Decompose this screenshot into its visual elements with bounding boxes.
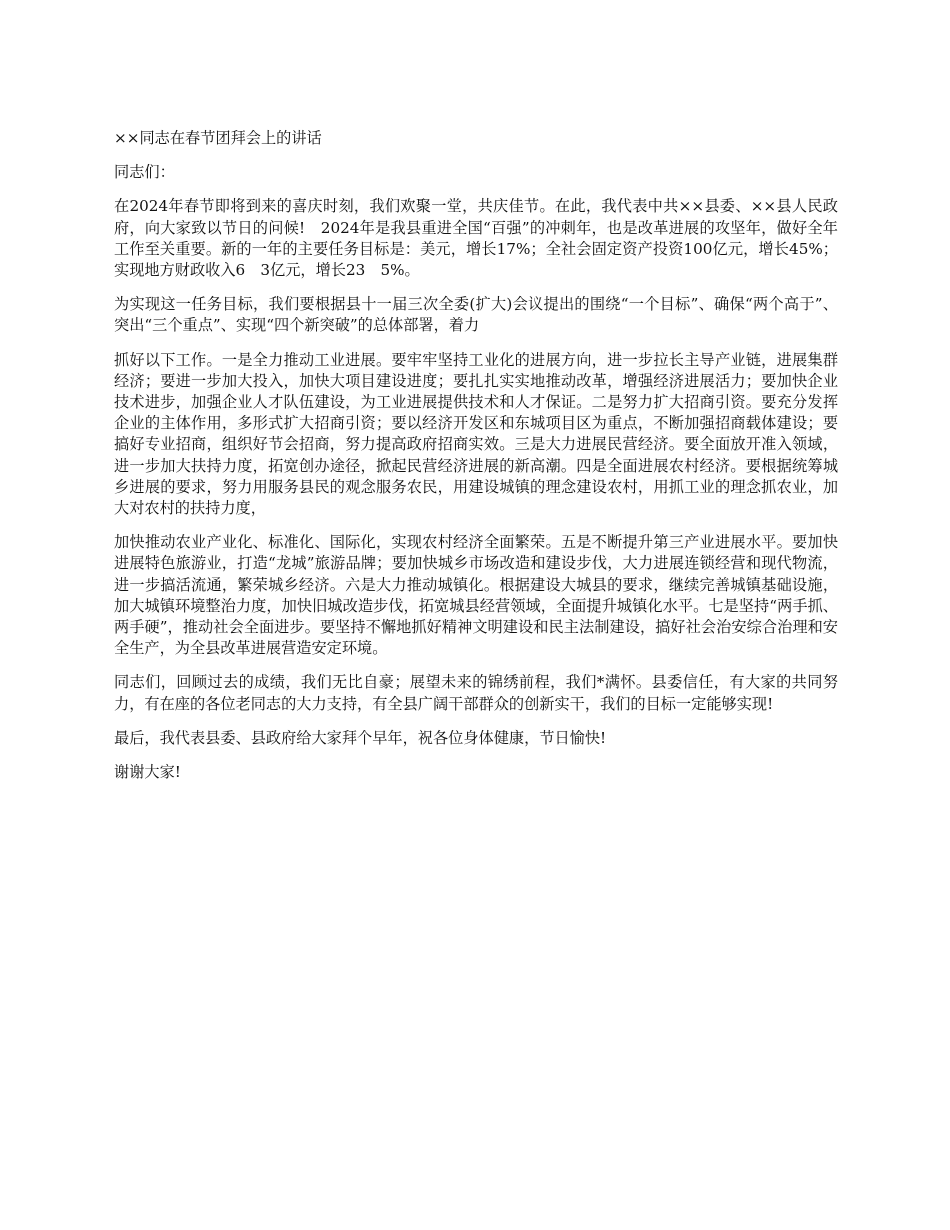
salutation: 同志们：: [114, 163, 175, 182]
document-page: [114, 128, 838, 796]
paragraph-6: 最后，我代表县委、县政府给大家拜个早年，祝各位身体健康，节日愉快!: [114, 728, 607, 747]
paragraph-2: 为实现这一任务目标，我们要根据县十一届三次全委(扩大)会议提出的围绕“一个目标”、确保“两个高于”、突出“三个重点”、实现“四个新突破”的总体部署，着力: [114, 295, 838, 335]
paragraph-1: 在2024年春节即将到来的喜庆时刻，我们欢聚一堂，共庆佳节。在此，我代表中共××县委、××县人民政府，向大家致以节日的问候! 2024年是我县重进全国“百强”的冲刺年，也是改革进展的攻坚年，做好全年工作至关重要。新的一年的主要任务目标是：美元，增长17%；全社会固定资产投资100亿元，增长45%；实现地方财政收入6 3亿元，增长23 5%。: [114, 197, 838, 280]
closing-thanks: 谢谢大家!: [114, 763, 181, 782]
paragraph-3: 抓好以下工作。一是全力推动工业进展。要牢牢坚持工业化的进展方向，进一步拉长主导产业链，进展集群经济；要进一步加大投入，加快大项目建设进度；要扎扎实实地推动改革，增强经济进展活力；要加快企业技术进步，加强企业人才队伍建设，为工业进展提供技术和人才保证。二是努力扩大招商引资。要充分发挥企业的主体作用，多形式扩大招商引资；要以经济开发区和东城项目区为重点，不断加强招商载体建设；要搞好专业招商，组织好节会招商，努力提高政府招商实效。三是大力进展民营经济。要全面放开准入领域，进一步加大扶持力度，拓宽创办途径，掀起民营经济进展的新高潮。四是全面进展农村经济。要根据统筹城乡进展的要求，努力用服务县民的观念服务农民，用建设城镇的理念建设农村，用抓工业的理念抓农业，加大对农村的扶持力度，: [114, 350, 838, 518]
document-title: ××同志在春节团拜会上的讲话: [114, 129, 322, 147]
paragraph-5: 同志们，回顾过去的成绩，我们无比自豪；展望未来的锦绣前程，我们*满怀。县委信任，有大家的共同努力，有在座的各位老同志的大力支持，有全县广阔干部群众的创新实干，我们的目标一定能够实现!: [114, 673, 838, 713]
paragraph-4: 加快推动农业产业化、标准化、国际化，实现农村经济全面繁荣。五是不断提升第三产业进展水平。要加快进展特色旅游业，打造“龙城”旅游品牌；要加快城乡市场改造和建设步伐，大力进展连锁经营和现代物流，进一步搞活流通，繁荣城乡经济。六是大力推动城镇化。根据建设大城县的要求，继续完善城镇基础设施，加大城镇环境整治力度，加快旧城改造步伐，拓宽城县经营领域，全面提升城镇化水平。七是坚持“两手抓、两手硬”，推动社会全面进步。要坚持不懈地抓好精神文明建设和民主法制建设，搞好社会治安综合治理和安全生产，为全县改革进展营造安定环境。: [114, 533, 838, 658]
